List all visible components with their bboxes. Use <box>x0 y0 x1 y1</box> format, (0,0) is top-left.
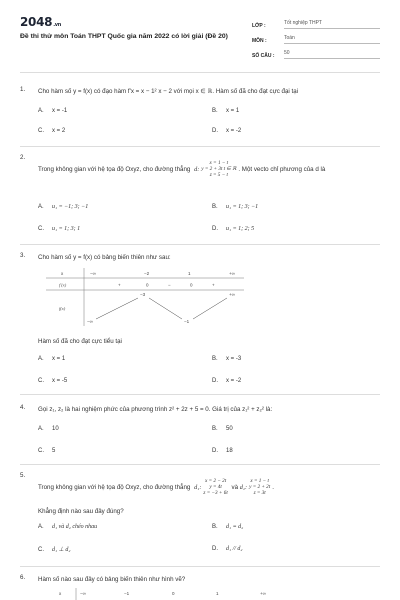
question-text: Cho hàm số y = f(x) có đạo hàm f'x = x − 1² x − 2 với mọi x ∈ ℝ. Hàm số đã cho đạt cực đại tại <box>38 88 299 95</box>
system-row: z = 5 − t <box>209 172 228 179</box>
option-letter: C. <box>38 378 44 384</box>
question-divider <box>20 566 380 567</box>
line-name: d₁: <box>194 484 202 491</box>
option-text: x = -5 <box>52 378 68 384</box>
meta-row-count <box>252 44 380 59</box>
fp-sign: + <box>118 282 121 288</box>
option-text: d₁ ≡ d₂ <box>226 524 244 530</box>
x-value: +∞ <box>229 271 235 276</box>
option-text: x = -2 <box>226 128 242 134</box>
option-letter: A. <box>38 356 44 362</box>
option-c[interactable] <box>38 128 65 134</box>
meta-value: Tốt nghiệp THPT <box>284 20 380 29</box>
question-text: Hàm số nào sau đây có bảng biến thiên như hình vẽ? <box>38 576 186 583</box>
variation-table <box>46 268 246 328</box>
x-value: 1 <box>216 591 219 596</box>
option-a[interactable] <box>38 524 97 530</box>
f-value: +∞ <box>229 292 235 297</box>
option-letter: A. <box>38 426 44 432</box>
line-name: d: <box>194 166 200 173</box>
option-text: x = -3 <box>226 356 242 362</box>
question-text-part: Trong không gian với hệ tọa độ Oxyz, cho đường thẳng <box>38 484 191 491</box>
question-number: 4. <box>20 404 26 411</box>
option-c[interactable] <box>38 378 67 384</box>
line-system <box>203 478 227 497</box>
option-a[interactable] <box>38 356 65 362</box>
x-value: −1 <box>124 591 130 596</box>
question-6 <box>20 574 380 600</box>
decrease-arrow <box>149 298 182 319</box>
option-letter: D. <box>212 546 218 552</box>
option-text: x = 1 <box>226 108 240 114</box>
question-divider <box>20 146 380 147</box>
header-divider <box>20 72 380 73</box>
option-letter: B. <box>212 524 218 530</box>
option-c[interactable] <box>38 448 55 454</box>
table-fp-label: f'(x) <box>59 282 67 288</box>
x-value: 0 <box>172 591 175 596</box>
option-text: u₁ = −1; 3; −1 <box>52 204 89 210</box>
option-letter: C. <box>38 128 44 134</box>
option-letter: B. <box>212 426 218 432</box>
system-row: x = 2 − 2t <box>205 478 227 485</box>
fp-sign: − <box>168 282 171 288</box>
question-text: Cho hàm số y = f(x) có bảng biến thiên như sau: <box>38 254 171 261</box>
question-text-part: Trong không gian với hệ tọa độ Oxyz, cho đường thẳng <box>38 166 191 173</box>
system-row: z = 3t <box>253 490 266 497</box>
fp-value: 0 <box>146 282 149 288</box>
logo-text: 2048 <box>20 15 53 29</box>
table-x-label: x <box>61 271 64 276</box>
option-b[interactable] <box>212 108 239 114</box>
x-value: −∞ <box>80 591 86 596</box>
question-divider <box>20 394 380 395</box>
line-system <box>249 478 270 497</box>
system-row: z = −3 + 6t <box>203 490 228 497</box>
option-letter: B. <box>212 204 218 210</box>
option-letter: A. <box>38 524 44 530</box>
variation-table-graphic <box>46 588 286 600</box>
question-text-part: . <box>272 484 274 491</box>
x-value: −2 <box>144 271 150 276</box>
question-text-part: . Một vecto chỉ phương của d là <box>238 166 326 173</box>
option-text: x = 2 <box>52 128 66 134</box>
option-text: u₁ = 1; 2; 5 <box>226 226 255 232</box>
meta-value: 50 <box>284 50 380 59</box>
option-text: d₁ // d₂ <box>226 546 243 552</box>
option-text: 18 <box>226 448 233 454</box>
meta-value: Toán <box>284 35 380 44</box>
option-text: x = 1 <box>52 356 66 362</box>
question-number: 2. <box>20 154 26 161</box>
option-text: d₁ và d₂ chéo nhau <box>52 524 98 530</box>
system-row: x = 1 − t <box>209 160 229 167</box>
meta-row-class <box>252 14 380 29</box>
option-text: d₁ ⊥ d₂ <box>52 547 71 553</box>
meta-label: MÔN : <box>252 38 267 44</box>
site-logo[interactable] <box>20 15 61 29</box>
question-divider <box>20 464 380 465</box>
option-b[interactable] <box>212 524 243 530</box>
variation-table-graphic <box>46 268 246 326</box>
question-subtext: Khẳng định nào sau đây đúng? <box>38 508 124 515</box>
f-value: −∞ <box>87 319 93 324</box>
option-letter: B. <box>212 108 218 114</box>
logo-suffix: .vn <box>53 22 62 28</box>
meta-row-subject <box>252 29 380 44</box>
exam-title: Đề thi thử môn Toán THPT Quốc gia năm 2022 có lời giải (Đề 20) <box>20 33 228 40</box>
option-letter: A. <box>38 108 44 114</box>
option-a[interactable] <box>38 204 88 210</box>
question-text <box>38 154 380 179</box>
exam-meta <box>252 14 380 59</box>
option-letter: B. <box>212 356 218 362</box>
option-c[interactable] <box>38 226 80 232</box>
question-text: Gọi z₁, z₂ là hai nghiệm phức của phương trình z² + 2z + 5 = 0. Giá trị của z₁² + z₂² là: <box>38 406 273 413</box>
option-letter: D. <box>212 378 218 384</box>
f-value: −1 <box>184 319 190 324</box>
question-subtext: Hàm số đã cho đạt cực tiểu tại <box>38 338 122 345</box>
question-4 <box>20 404 380 464</box>
question-number: 1. <box>20 86 26 93</box>
option-text: x = -2 <box>226 378 242 384</box>
fp-sign: + <box>212 282 215 288</box>
system-row: y = 2 + 3t t ∈ ℝ <box>201 166 237 173</box>
question-text-part: và <box>231 484 239 491</box>
increase-arrow <box>96 298 138 319</box>
option-c[interactable] <box>38 546 70 553</box>
option-a[interactable] <box>38 108 67 114</box>
option-text: x = -1 <box>52 108 68 114</box>
meta-label: SỐ CÂU : <box>252 53 275 59</box>
option-text: u₁ = 1; 3; 1 <box>52 226 81 232</box>
option-text: 50 <box>226 426 233 432</box>
option-text: 10 <box>52 426 59 432</box>
option-d[interactable] <box>212 226 254 232</box>
meta-label: LỚP : <box>252 23 266 29</box>
system-row: y = 4t <box>209 484 222 491</box>
option-b[interactable] <box>212 204 258 210</box>
question-text <box>38 472 380 497</box>
option-d[interactable] <box>212 448 233 454</box>
question-number: 5. <box>20 472 26 479</box>
option-letter: C. <box>38 547 44 553</box>
option-a[interactable] <box>38 426 59 432</box>
option-b[interactable] <box>212 356 241 362</box>
table-f-label: f(x) <box>59 306 66 311</box>
option-letter: D. <box>212 128 218 134</box>
fp-value: 0 <box>190 282 193 288</box>
increase-arrow <box>193 298 227 319</box>
option-letter: C. <box>38 226 44 232</box>
table-x-label: x <box>59 591 62 596</box>
option-d[interactable] <box>212 128 241 134</box>
option-b[interactable] <box>212 426 233 432</box>
x-value: 1 <box>188 271 191 276</box>
x-value: +∞ <box>260 591 266 596</box>
option-d[interactable] <box>212 378 241 384</box>
system-row: y = 2 + 2t <box>249 484 271 491</box>
option-letter: A. <box>38 204 44 210</box>
option-text: u₁ = 1; 3; −1 <box>226 204 259 210</box>
question-number: 3. <box>20 252 26 259</box>
option-letter: D. <box>212 448 218 454</box>
system-row: x = 1 − t <box>250 478 269 485</box>
option-text: 5 <box>52 448 56 454</box>
option-d[interactable] <box>212 546 243 552</box>
line-system <box>201 160 236 179</box>
line-name: d₂: <box>239 484 248 491</box>
question-5 <box>20 472 380 564</box>
option-letter: D. <box>212 226 218 232</box>
question-2 <box>20 154 380 244</box>
question-1 <box>20 86 380 146</box>
question-divider <box>20 244 380 245</box>
x-value: −∞ <box>90 271 96 276</box>
variation-table <box>46 588 286 600</box>
option-letter: C. <box>38 448 44 454</box>
question-number: 6. <box>20 574 26 581</box>
question-3 <box>20 252 380 394</box>
f-value: −3 <box>140 292 146 297</box>
